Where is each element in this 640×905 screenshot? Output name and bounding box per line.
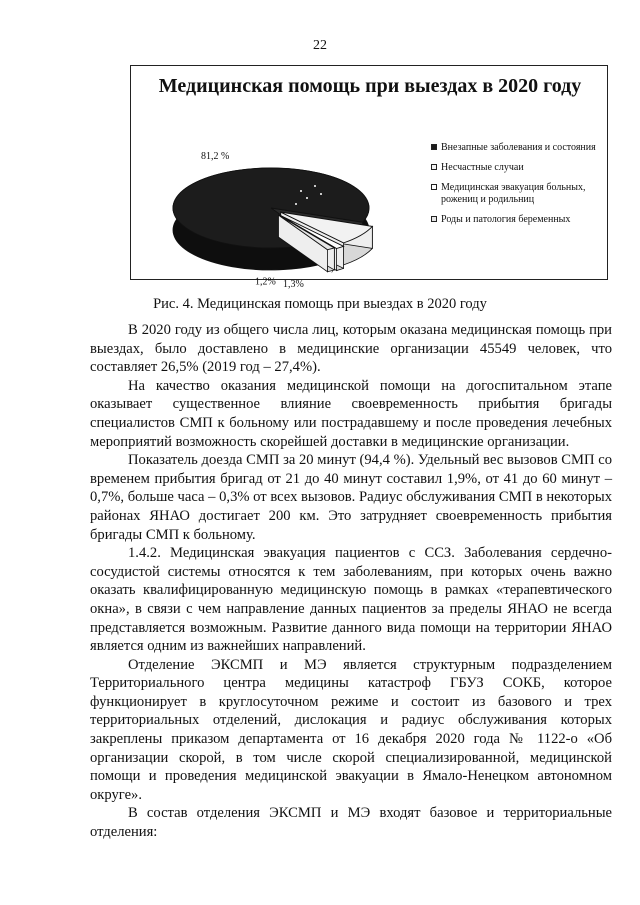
paragraph: В 2020 году из общего числа лиц, которым оказана медицинская помощь при выездах, было доставлено в медицинские организации 45549 человек, что составляет 26,5% (2019 год – 27,4%). bbox=[90, 322, 612, 376]
legend-item bbox=[431, 182, 603, 206]
paragraph: 1.4.2. Медицинская эвакуация пациентов с ССЗ. Заболевания сердечно-сосудистой системы относятся к тем заболеваниям, при которых очень важно оказать квалифицированную медицинскую помощь в рамках «терапевтического окна», в связи с чем направление данных пациентов за пределы ЯНАО не всегда представляется возможным. Развитие данного вида помощи на территории ЯНАО является одним из важнейших направлений. bbox=[90, 545, 612, 655]
legend-label: Внезапные заболевания и состояния bbox=[441, 142, 596, 153]
legend-item bbox=[431, 162, 603, 174]
paragraph: Показатель доезда СМП за 20 минут (94,4 %). Удельный вес вызовов СМП со временем прибытия бригад от 21 до 40 минут составил 1,9%, от 41 до 60 минут – 0,7%, больше часа – 0,3% от всех вызовов. Радиус обслуживания СМП в некоторых районах ЯНАО достигает 200 км. Это затрудняет своевременность прибытия бригады СМП к больному. bbox=[90, 452, 612, 543]
data-label: 81,2 % bbox=[201, 151, 230, 162]
legend-label: Медицинская эвакуация больных, рожениц и родильниц bbox=[441, 182, 586, 205]
texture-dot bbox=[306, 197, 308, 199]
data-label: 1,2% bbox=[255, 276, 276, 288]
chart-title: Медицинская помощь при выездах в 2020 году bbox=[158, 75, 582, 97]
paragraph: На качество оказания медицинской помощи на догоспитальном этапе оказывает существенное влияние своевременность прибытия бригады специалистов СМП к больному или пострадавшему и после проведения лечебных мероприятий возможность скорейшей доставки в медицинские организации. bbox=[90, 377, 612, 450]
texture-dot bbox=[314, 185, 316, 187]
figure-caption: Рис. 4. Медицинская помощь при выездах в 2020 году bbox=[153, 296, 487, 312]
page-number: 22 bbox=[313, 38, 327, 53]
body-text bbox=[90, 321, 612, 842]
texture-dot bbox=[295, 203, 297, 205]
chart-legend bbox=[431, 142, 603, 234]
legend-swatch bbox=[431, 144, 437, 150]
paragraph: В состав отделения ЭКСМП и МЭ входят базовое и территориальные отделения: bbox=[90, 805, 612, 841]
paragraph: Отделение ЭКСМП и МЭ является структурным подразделением Территориального центра медицины катастроф ГБУЗ СОКБ, которое функционирует в круглосуточном режиме и состоит из базового и трех территориальных отделений, дислокация и радиус обслуживания которых закреплены приказом департамента от 16 декабря 2020 года № 1122-о «Об организации скорой, в том числе скорой специализированной, медицинской помощи и проведения медицинской эвакуации в Ямало-Ненецком автономном округе». bbox=[90, 656, 612, 803]
legend-swatch bbox=[431, 216, 437, 222]
legend-swatch bbox=[431, 164, 437, 170]
legend-label: Несчастные случаи bbox=[441, 162, 524, 173]
legend-swatch bbox=[431, 184, 437, 190]
legend-item bbox=[431, 214, 603, 226]
data-label: 1,3% bbox=[283, 278, 304, 290]
chart-figure bbox=[130, 65, 608, 290]
texture-dot bbox=[320, 193, 322, 195]
legend-label: Роды и патология беременных bbox=[441, 214, 571, 225]
legend-item bbox=[431, 142, 603, 154]
texture-dot bbox=[300, 190, 302, 192]
